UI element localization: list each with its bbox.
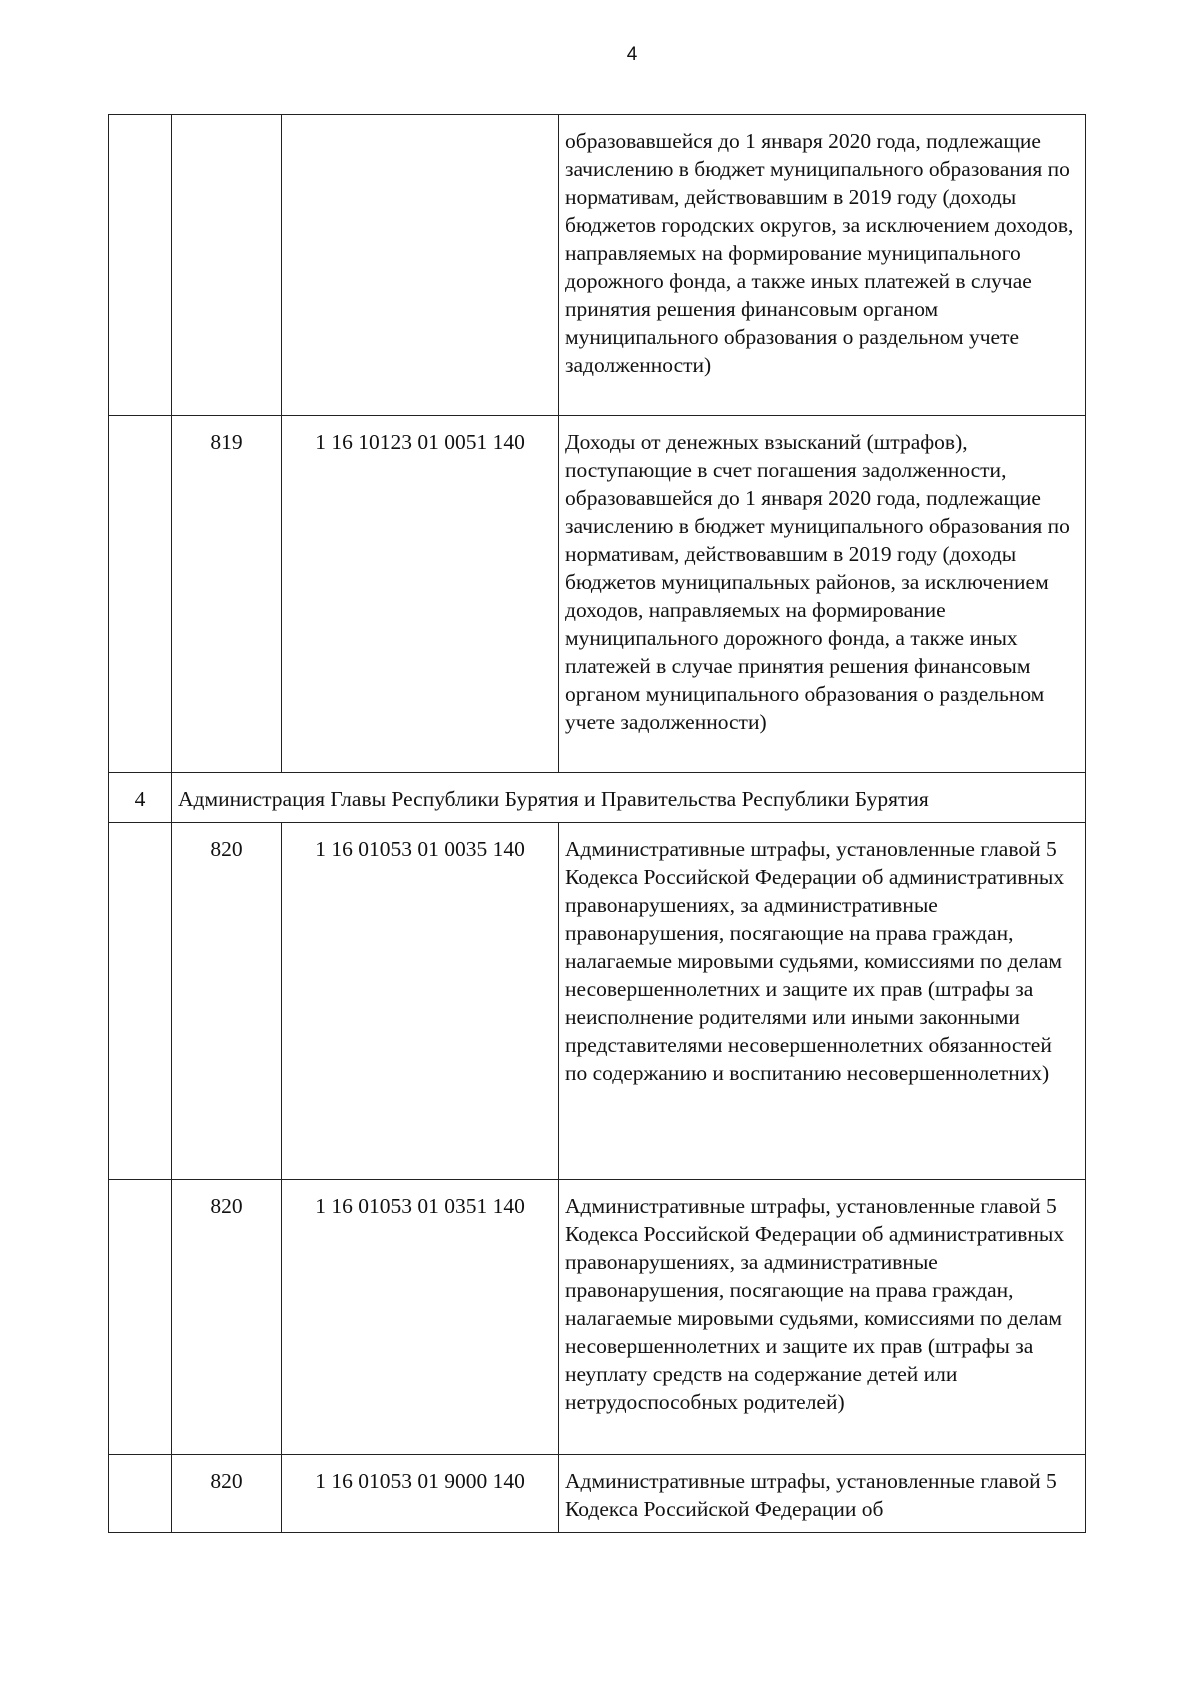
admin-code-cell: [172, 115, 282, 416]
row-number-cell: [109, 416, 172, 773]
section-number: 4: [109, 773, 172, 823]
table-row: [109, 1180, 1086, 1455]
row-number-cell: [109, 823, 172, 1180]
page-number: 4: [626, 44, 638, 65]
description-cell: Административные штрафы, установленные главой 5 Кодекса Российской Федерации об административных правонарушениях, за административные правонарушения, посягающие на права граждан, налагаемые мировыми судьями, комиссиями по делам несовершеннолетних и защите их прав (штрафы за неуплату средств на содержание детей или нетрудоспособных родителей): [559, 1180, 1086, 1455]
description-cell: образовавшейся до 1 января 2020 года, подлежащие зачислению в бюджет муниципального образования по нормативам, действовавшим в 2019 году (доходы бюджетов городских округов, за исключением доходов, направляемых на формирование муниципального дорожного фонда, а также иных платежей в случае принятия решения финансовым органом муниципального образования о раздельном учете задолженности): [559, 115, 1086, 416]
description-cell: Административные штрафы, установленные главой 5 Кодекса Российской Федерации об административных правонарушениях, за административные правонарушения, посягающие на права граждан, налагаемые мировыми судьями, комиссиями по делам несовершеннолетних и защите их прав (штрафы за неисполнение родителями или иными законными представителями несовершеннолетних обязанностей по содержанию и воспитанию несовершеннолетних): [559, 823, 1086, 1180]
description-cell: Доходы от денежных взысканий (штрафов), поступающие в счет погашения задолженности, образовавшейся до 1 января 2020 года, подлежащие зачислению в бюджет муниципального образования по нормативам, действовавшим в 2019 году (доходы бюджетов муниципальных районов, за исключением доходов, направляемых на формирование муниципального дорожного фонда, а также иных платежей в случае принятия решения финансовым органом муниципального образования о раздельном учете задолженности): [559, 416, 1086, 773]
budget-code-cell: 1 16 01053 01 0351 140: [282, 1180, 559, 1455]
description-cell: Административные штрафы, установленные главой 5 Кодекса Российской Федерации об: [559, 1455, 1086, 1533]
table-row: [109, 823, 1086, 1180]
admin-code-cell: 820: [172, 1455, 282, 1533]
admin-code-cell: 820: [172, 1180, 282, 1455]
section-header-row: [109, 773, 1086, 823]
admin-code-cell: 819: [172, 416, 282, 773]
budget-code-cell: 1 16 01053 01 0035 140: [282, 823, 559, 1180]
section-title: Администрация Главы Республики Бурятия и Правительства Республики Бурятия: [172, 773, 1086, 823]
row-number-cell: [109, 1180, 172, 1455]
admin-code-cell: 820: [172, 823, 282, 1180]
table-row: [109, 115, 1086, 416]
budget-code-cell: 1 16 01053 01 9000 140: [282, 1455, 559, 1533]
table-row: [109, 416, 1086, 773]
row-number-cell: [109, 1455, 172, 1533]
budget-code-cell: 1 16 10123 01 0051 140: [282, 416, 559, 773]
revenue-codes-table: [108, 114, 1086, 1533]
row-number-cell: [109, 115, 172, 416]
table-row: [109, 1455, 1086, 1533]
budget-code-cell: [282, 115, 559, 416]
